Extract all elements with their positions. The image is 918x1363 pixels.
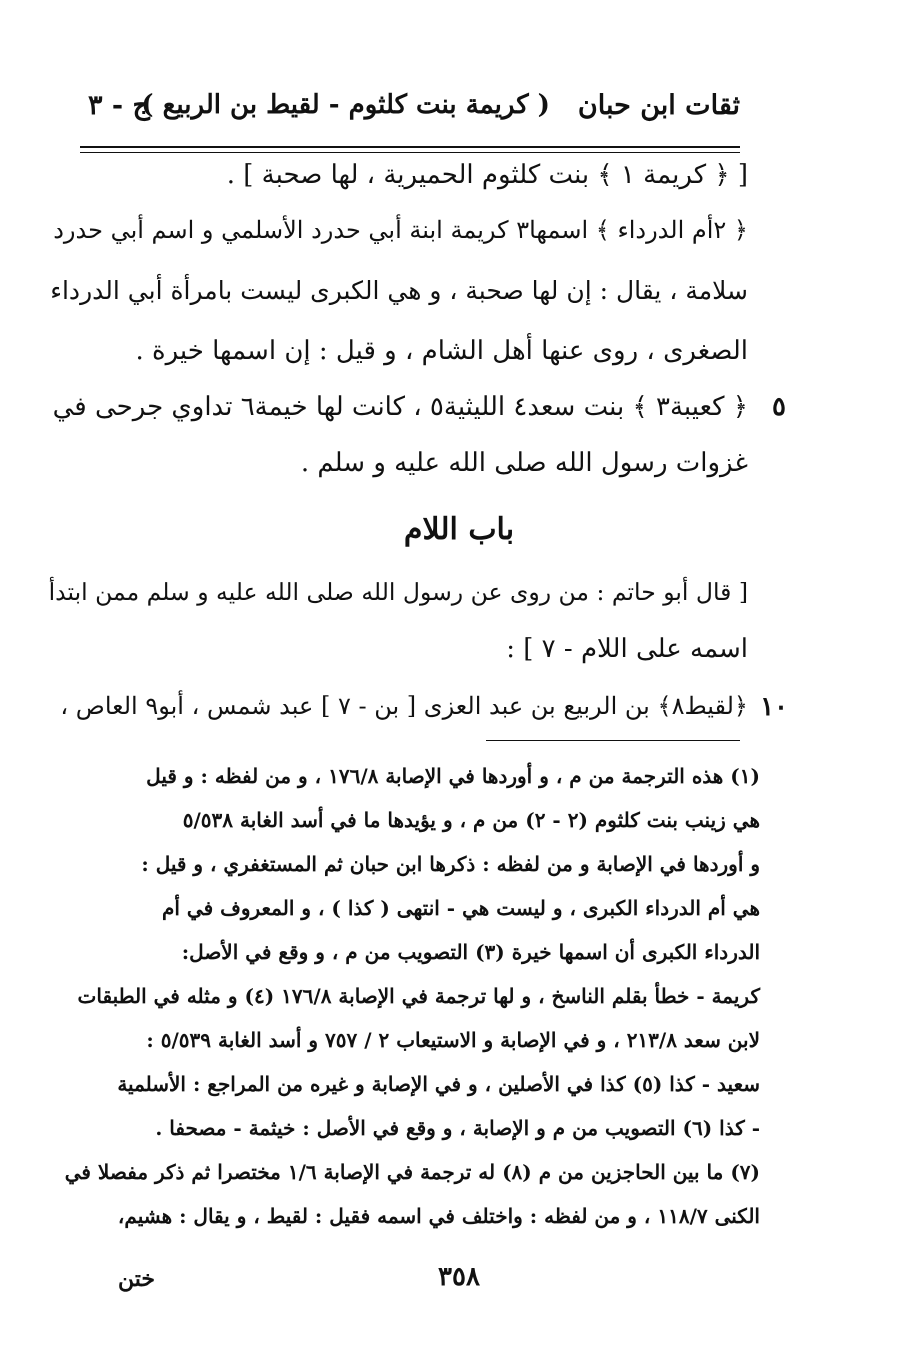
running-header	[80, 84, 740, 134]
header-rule-thick	[80, 146, 740, 148]
footnote-line: هي أم الدرداء الكبرى ، و ليست هي - انتهى ( كذا ) ، و المعروف في أم	[162, 896, 760, 920]
entry-kuayba-line-2: غزوات رسول الله صلى الله عليه و سلم .	[300, 448, 748, 478]
footnote-line: (٧) ما بين الحاجزين من م (٨) له ترجمة في الإصابة ١/٦ مختصرا ثم ذكر مفصلا في	[64, 1160, 760, 1184]
footnote-line: الكنى ١١٨/٧ ، و من لفظه : واختلف في اسمه فقيل : لقيط ، و يقال : هشيم،	[117, 1204, 760, 1228]
footnote-line: سعيد - كذا (٥) كذا في الأصلين ، و في الإصابة و غيره من المراجع : الأسلمية	[117, 1072, 760, 1096]
entry-umm-darda-line-2: سلامة ، يقال : إن لها صحبة ، و هي الكبرى ليست بامرأة أبي الدرداء	[50, 276, 748, 305]
entry-kuayba-line-1: ﴿ كعيبة٣ ﴾ بنت سعد٤ الليثية٥ ، كانت لها خيمة٦ تداوي جرحى في	[52, 392, 748, 422]
footnote-line: و أوردها في الإصابة و من لفظه : ذكرها ابن حبان ثم المستغفري ، و قيل :	[141, 852, 760, 876]
book-title: ثقات ابن حبان	[577, 90, 740, 121]
footnote-line: كريمة - خطأ بقلم الناسخ ، و لها ترجمة في الإصابة ١٧٦/٨ (٤) و مثله في الطبقات	[77, 984, 760, 1008]
section-intro-line-2: اسمه على اللام - ٧ ] :	[506, 634, 748, 664]
footnote-line: (١) هذه الترجمة من م ، و أوردها في الإصابة ١٧٦/٨ ، و من لفظه : و قيل	[146, 764, 760, 788]
entry-number-5: ٥	[772, 392, 786, 422]
page-number: ٣٥٨	[438, 1262, 480, 1292]
footnote-separator	[486, 740, 740, 741]
section-title: باب اللام	[403, 512, 515, 547]
volume-label: ج - ٣	[88, 90, 150, 121]
footnote-line: لابن سعد ٢١٣/٨ ، و في الإصابة و الاستيعاب ٢ / ٧٥٧ و أسد الغابة ٥/٥٣٩ :	[146, 1028, 760, 1052]
entry-umm-darda-line-3: الصغرى ، روى عنها أهل الشام ، و قيل : إن اسمها خيرة .	[135, 336, 748, 366]
section-intro-line-1: [ قال أبو حاتم : من روى عن رسول الله صلى الله عليه و سلم ممن ابتدأ	[48, 578, 748, 606]
footnote-line: الدرداء الكبرى أن اسمها خيرة (٣) التصويب من م ، و وقع في الأصل:	[181, 940, 760, 964]
signature-mark: ختن	[118, 1266, 155, 1292]
header-rule-thin	[80, 152, 740, 153]
entry-karima: [ ﴿ كريمة ١ ﴾ بنت كلثوم الحميرية ، لها صحبة ] .	[226, 160, 748, 190]
entry-range: ( كريمة بنت كلثوم - لقيط بن الربيع )	[141, 90, 550, 120]
entry-laqit: ﴿لقيط٨﴾ بن الربيع بن عبد العزى [ بن - ٧ ] عبد شمس ، أبو٩ العاص ،	[60, 692, 748, 720]
footnote-line: - كذا (٦) التصويب من م و الإصابة ، و وقع في الأصل : خيثمة - مصحفا .	[155, 1116, 760, 1140]
entry-number-10: ١٠	[760, 692, 788, 722]
entry-umm-darda-line-1: ﴿ ٢أم الدرداء ﴾ اسمها٣ كريمة ابنة أبي حدرد الأسلمي و اسم أبي حدرد	[53, 216, 748, 244]
footnote-line: هي زينب بنت كلثوم (٢ - ٢) من م ، و يؤيدها ما في أسد الغابة ٥/٥٣٨	[182, 808, 760, 832]
